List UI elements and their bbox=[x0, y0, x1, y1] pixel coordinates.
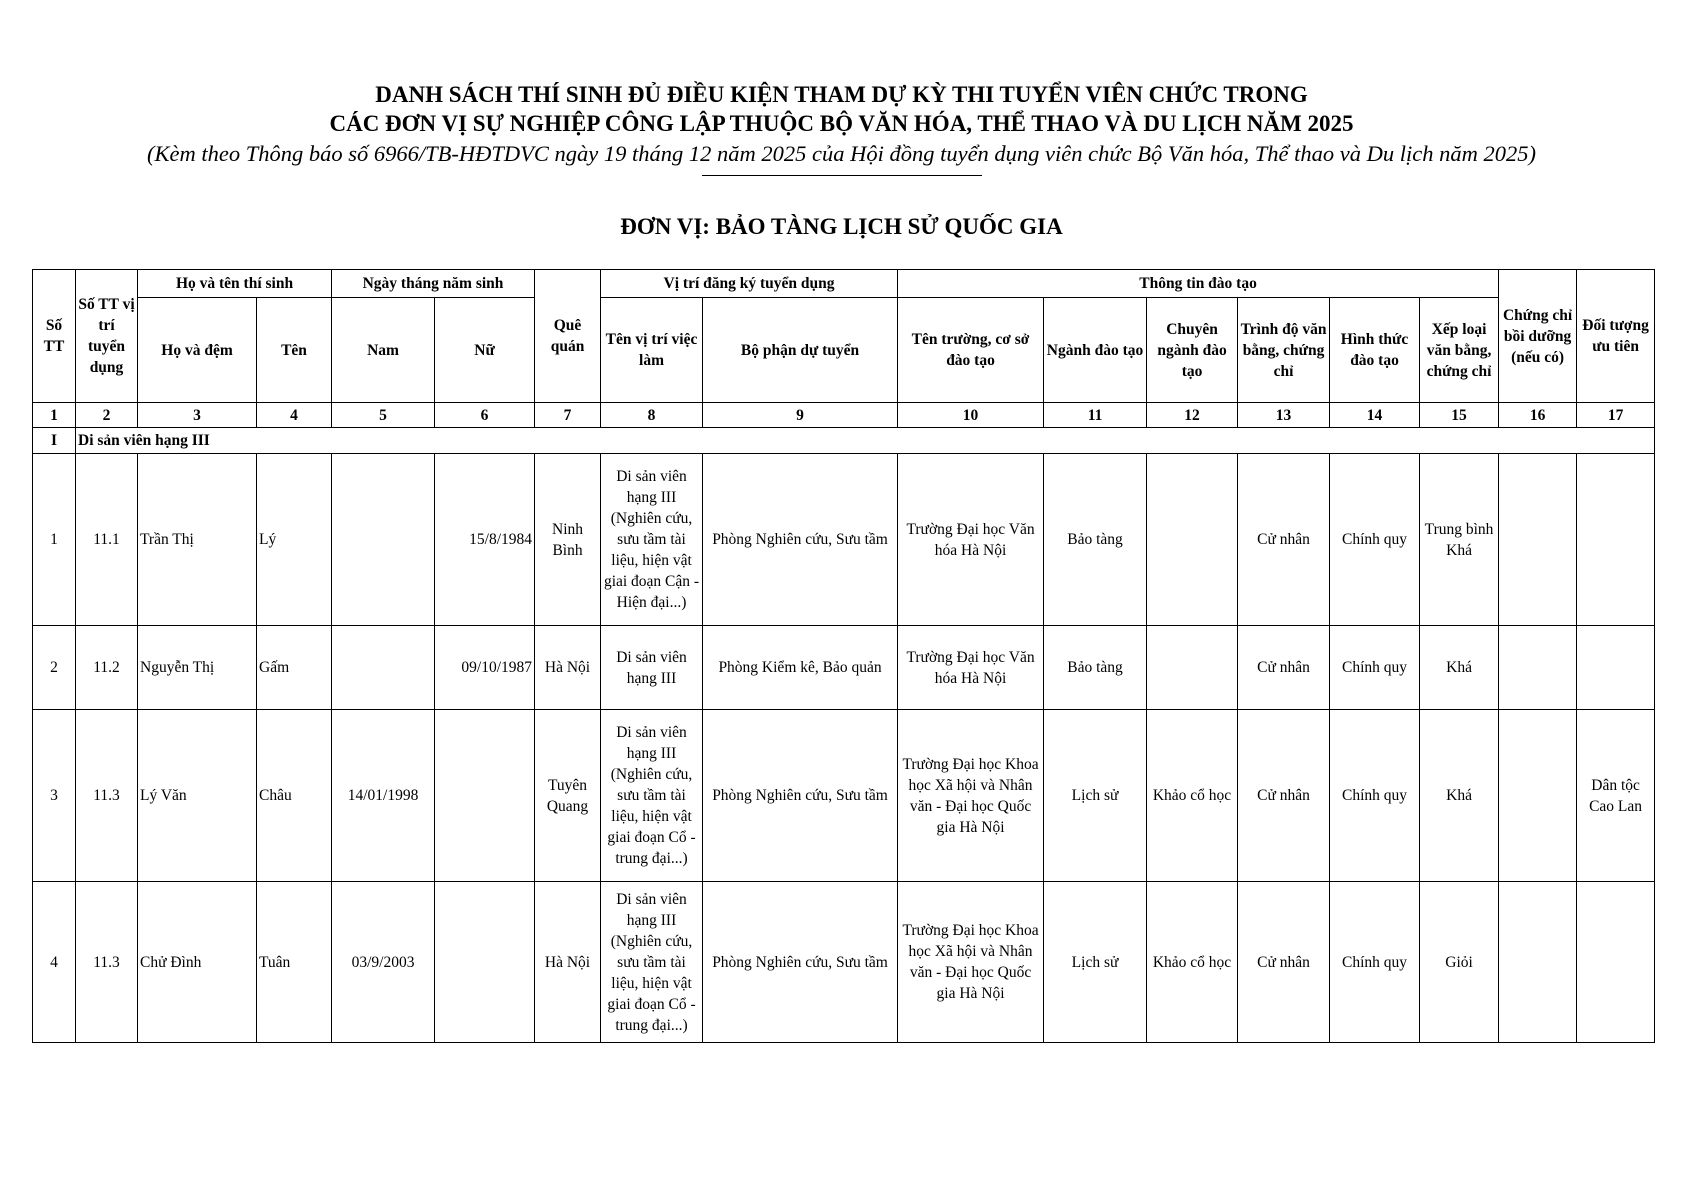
header-nam: Nam bbox=[332, 298, 435, 403]
cell-trinh-do: Cử nhân bbox=[1238, 454, 1330, 626]
column-number: 17 bbox=[1577, 403, 1655, 428]
cell-nu bbox=[435, 882, 535, 1043]
cell-hinh-thuc: Chính quy bbox=[1330, 710, 1420, 882]
column-number-row bbox=[33, 403, 1655, 428]
cell-que-quan: Ninh Bình bbox=[535, 454, 601, 626]
cell-xep-loai: Khá bbox=[1420, 710, 1499, 882]
header-ho-ten: Họ và tên thí sinh bbox=[138, 270, 332, 298]
title-underline bbox=[702, 175, 982, 176]
cell-vitri-no: 11.1 bbox=[76, 454, 138, 626]
cell-que-quan: Tuyên Quang bbox=[535, 710, 601, 882]
header-hinh-thuc: Hình thức đào tạo bbox=[1330, 298, 1420, 403]
table-body bbox=[33, 454, 1655, 1043]
cell-bo-phan: Phòng Nghiên cứu, Sưu tầm bbox=[703, 882, 898, 1043]
group-index: I bbox=[33, 428, 76, 454]
table-row bbox=[33, 454, 1655, 626]
cell-truong: Trường Đại học Khoa học Xã hội và Nhân văn - Đại học Quốc gia Hà Nội bbox=[898, 710, 1044, 882]
header-stt: Số TT bbox=[33, 270, 76, 403]
document-title-line-1: DANH SÁCH THÍ SINH ĐỦ ĐIỀU KIỆN THAM DỰ KỲ THI TUYỂN VIÊN CHỨC TRONG bbox=[375, 82, 1308, 107]
cell-hinh-thuc: Chính quy bbox=[1330, 882, 1420, 1043]
column-number: 14 bbox=[1330, 403, 1420, 428]
cell-nam bbox=[332, 626, 435, 710]
header-ten-truong: Tên trường, cơ sở đào tạo bbox=[898, 298, 1044, 403]
column-number: 2 bbox=[76, 403, 138, 428]
cell-ten-vitri: Di sản viên hạng III (Nghiên cứu, sưu tầm tài liệu, hiện vật giai đoạn Cận - Hiện đại...) bbox=[601, 454, 703, 626]
document-subtitle: (Kèm theo Thông báo số 6966/TB-HĐTDVC ngày 19 tháng 12 năm 2025 của Hội đồng tuyển dụng viên chức Bộ Văn hóa, Thể thao và Du lịch năm 2025) bbox=[146, 141, 1536, 166]
cell-ten-vitri: Di sản viên hạng III bbox=[601, 626, 703, 710]
header-vi-tri: Vị trí đăng ký tuyển dụng bbox=[601, 270, 898, 298]
column-number: 13 bbox=[1238, 403, 1330, 428]
cell-chung-chi bbox=[1499, 626, 1577, 710]
unit-title: ĐƠN VỊ: BẢO TÀNG LỊCH SỬ QUỐC GIA bbox=[620, 214, 1063, 239]
column-number: 16 bbox=[1499, 403, 1577, 428]
header-ho-dem: Họ và đệm bbox=[138, 298, 257, 403]
group-label: Di sản viên hạng III bbox=[76, 428, 1655, 454]
cell-chung-chi bbox=[1499, 882, 1577, 1043]
cell-que-quan: Hà Nội bbox=[535, 626, 601, 710]
header-ngay-sinh: Ngày tháng năm sinh bbox=[332, 270, 535, 298]
column-number: 4 bbox=[257, 403, 332, 428]
cell-hinh-thuc: Chính quy bbox=[1330, 454, 1420, 626]
cell-trinh-do: Cử nhân bbox=[1238, 626, 1330, 710]
header-chuyen-nganh: Chuyên ngành đào tạo bbox=[1147, 298, 1238, 403]
column-number: 6 bbox=[435, 403, 535, 428]
cell-doi-tuong bbox=[1577, 882, 1655, 1043]
column-number: 8 bbox=[601, 403, 703, 428]
document-title-line-2: CÁC ĐƠN VỊ SỰ NGHIỆP CÔNG LẬP THUỘC BỘ VĂN HÓA, THỂ THAO VÀ DU LỊCH NĂM 2025 bbox=[329, 111, 1354, 136]
cell-hinh-thuc: Chính quy bbox=[1330, 626, 1420, 710]
column-number: 7 bbox=[535, 403, 601, 428]
cell-truong: Trường Đại học Văn hóa Hà Nội bbox=[898, 454, 1044, 626]
cell-doi-tuong bbox=[1577, 626, 1655, 710]
candidate-table bbox=[32, 269, 1655, 1043]
cell-nam: 03/9/2003 bbox=[332, 882, 435, 1043]
cell-ten-vitri: Di sản viên hạng III (Nghiên cứu, sưu tầm tài liệu, hiện vật giai đoạn Cổ - trung đại...) bbox=[601, 710, 703, 882]
cell-nu bbox=[435, 710, 535, 882]
cell-chung-chi bbox=[1499, 454, 1577, 626]
cell-chuyen-nganh: Khảo cổ học bbox=[1147, 882, 1238, 1043]
cell-xep-loai: Giỏi bbox=[1420, 882, 1499, 1043]
column-number: 3 bbox=[138, 403, 257, 428]
cell-ten: Lý bbox=[257, 454, 332, 626]
cell-nam: 14/01/1998 bbox=[332, 710, 435, 882]
cell-nam bbox=[332, 454, 435, 626]
cell-nganh: Bảo tàng bbox=[1044, 626, 1147, 710]
cell-nganh: Bảo tàng bbox=[1044, 454, 1147, 626]
column-number: 12 bbox=[1147, 403, 1238, 428]
cell-chuyen-nganh: Khảo cổ học bbox=[1147, 710, 1238, 882]
cell-que-quan: Hà Nội bbox=[535, 882, 601, 1043]
cell-ten: Tuân bbox=[257, 882, 332, 1043]
header-nu: Nữ bbox=[435, 298, 535, 403]
cell-stt: 1 bbox=[33, 454, 76, 626]
header-dao-tao: Thông tin đào tạo bbox=[898, 270, 1499, 298]
cell-stt: 2 bbox=[33, 626, 76, 710]
table-row bbox=[33, 626, 1655, 710]
header-ten-vitri: Tên vị trí việc làm bbox=[601, 298, 703, 403]
header-bo-phan: Bộ phận dự tuyển bbox=[703, 298, 898, 403]
cell-ho-dem: Nguyễn Thị bbox=[138, 626, 257, 710]
table-header bbox=[33, 270, 1655, 454]
group-row bbox=[33, 428, 1655, 454]
header-trinh-do: Trình độ văn bằng, chứng chỉ bbox=[1238, 298, 1330, 403]
cell-ten-vitri: Di sản viên hạng III (Nghiên cứu, sưu tầm tài liệu, hiện vật giai đoạn Cổ - trung đại...) bbox=[601, 882, 703, 1043]
cell-chuyen-nganh bbox=[1147, 626, 1238, 710]
cell-stt: 4 bbox=[33, 882, 76, 1043]
cell-vitri-no: 11.2 bbox=[76, 626, 138, 710]
header-ten: Tên bbox=[257, 298, 332, 403]
cell-truong: Trường Đại học Văn hóa Hà Nội bbox=[898, 626, 1044, 710]
cell-nu: 09/10/1987 bbox=[435, 626, 535, 710]
column-number: 15 bbox=[1420, 403, 1499, 428]
cell-doi-tuong: Dân tộc Cao Lan bbox=[1577, 710, 1655, 882]
header-que-quan: Quê quán bbox=[535, 270, 601, 403]
cell-nu: 15/8/1984 bbox=[435, 454, 535, 626]
cell-nganh: Lịch sử bbox=[1044, 882, 1147, 1043]
column-number: 11 bbox=[1044, 403, 1147, 428]
cell-ho-dem: Trần Thị bbox=[138, 454, 257, 626]
header-xep-loai: Xếp loại văn bằng, chứng chỉ bbox=[1420, 298, 1499, 403]
cell-truong: Trường Đại học Khoa học Xã hội và Nhân văn - Đại học Quốc gia Hà Nội bbox=[898, 882, 1044, 1043]
column-number: 1 bbox=[33, 403, 76, 428]
cell-trinh-do: Cử nhân bbox=[1238, 882, 1330, 1043]
cell-chung-chi bbox=[1499, 710, 1577, 882]
cell-ho-dem: Lý Văn bbox=[138, 710, 257, 882]
cell-ho-dem: Chử Đình bbox=[138, 882, 257, 1043]
column-number: 5 bbox=[332, 403, 435, 428]
cell-doi-tuong bbox=[1577, 454, 1655, 626]
header-stt-vitri: Số TT vị trí tuyển dụng bbox=[76, 270, 138, 403]
cell-chuyen-nganh bbox=[1147, 454, 1238, 626]
cell-xep-loai: Khá bbox=[1420, 626, 1499, 710]
cell-nganh: Lịch sử bbox=[1044, 710, 1147, 882]
table-row bbox=[33, 710, 1655, 882]
cell-trinh-do: Cử nhân bbox=[1238, 710, 1330, 882]
column-number: 9 bbox=[703, 403, 898, 428]
header-doi-tuong: Đối tượng ưu tiên bbox=[1577, 270, 1655, 403]
cell-stt: 3 bbox=[33, 710, 76, 882]
cell-bo-phan: Phòng Kiểm kê, Bảo quản bbox=[703, 626, 898, 710]
cell-bo-phan: Phòng Nghiên cứu, Sưu tầm bbox=[703, 454, 898, 626]
table-row bbox=[33, 882, 1655, 1043]
cell-xep-loai: Trung bình Khá bbox=[1420, 454, 1499, 626]
header-chung-chi: Chứng chỉ bồi dưỡng (nếu có) bbox=[1499, 270, 1577, 403]
header-nganh: Ngành đào tạo bbox=[1044, 298, 1147, 403]
document-header bbox=[0, 80, 1683, 176]
cell-ten: Châu bbox=[257, 710, 332, 882]
cell-bo-phan: Phòng Nghiên cứu, Sưu tầm bbox=[703, 710, 898, 882]
column-number: 10 bbox=[898, 403, 1044, 428]
cell-vitri-no: 11.3 bbox=[76, 710, 138, 882]
cell-vitri-no: 11.3 bbox=[76, 882, 138, 1043]
cell-ten: Gấm bbox=[257, 626, 332, 710]
